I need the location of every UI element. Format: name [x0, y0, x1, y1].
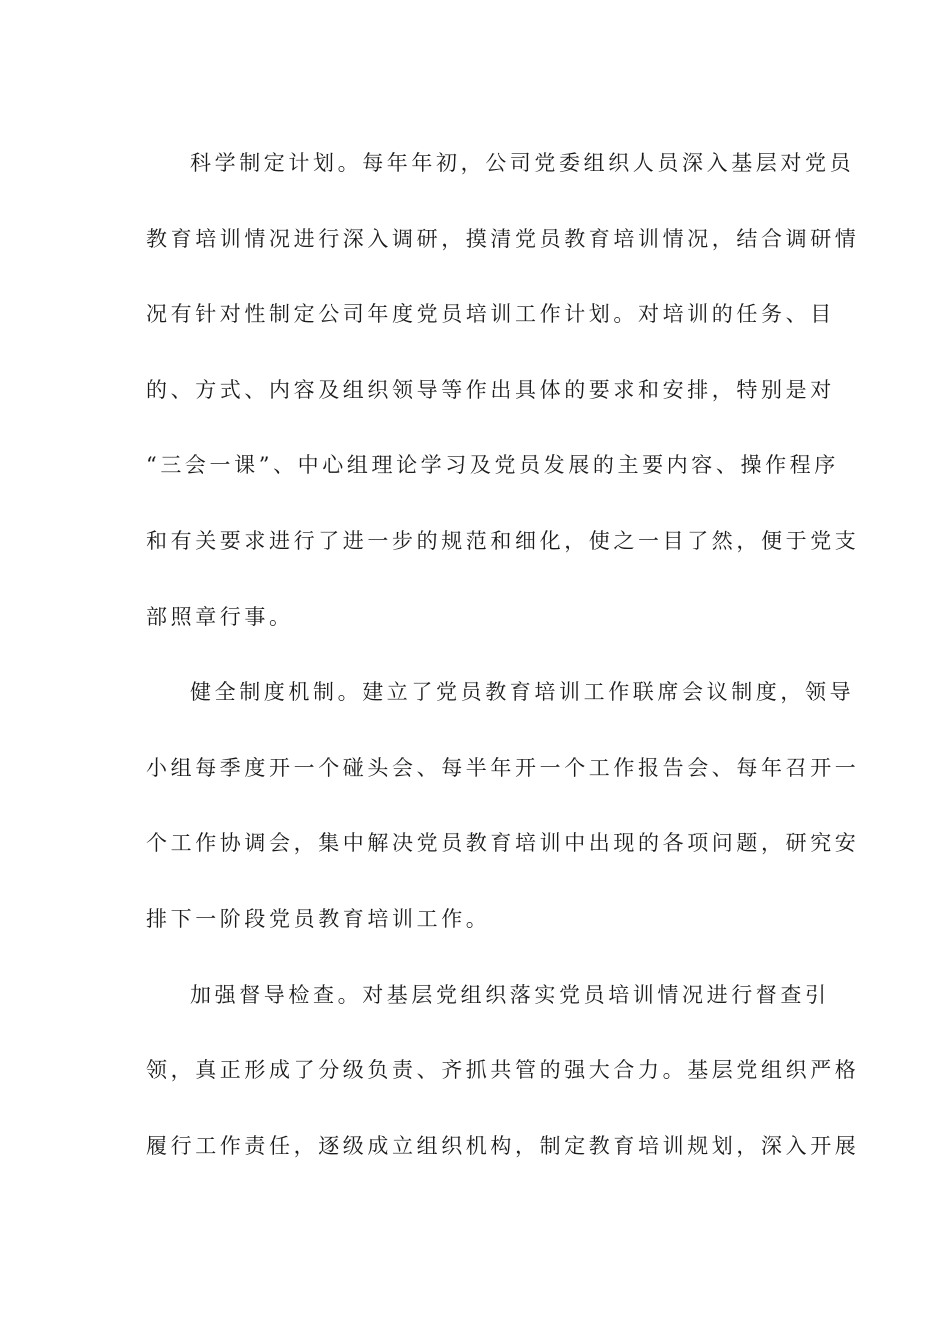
text-line: 况有针对性制定公司年度党员培训工作计划。对培训的任务、目	[146, 302, 835, 327]
text-line: 的、方式、内容及组织领导等作出具体的要求和安排，特别是对	[146, 377, 835, 402]
text-line: 加强督导检查。对基层党组织落实党员培训情况进行督查引	[190, 982, 830, 1007]
text-line: 小组每季度开一个碰头会、每半年开一个工作报告会、每年召开一	[146, 755, 860, 780]
text-line: 部照章行事。	[146, 604, 294, 629]
paragraph-supervision	[146, 958, 860, 1185]
text-line: 领，真正形成了分级负责、齐抓共管的强大合力。基层党组织严格	[146, 1058, 860, 1083]
text-line: 和有关要求进行了进一步的规范和细化，使之一目了然，便于党支	[146, 528, 860, 553]
text-line: 教育培训情况进行深入调研，摸清党员教育培训情况，结合调研情	[146, 226, 860, 251]
paragraph-system	[146, 655, 860, 957]
paragraph-plan	[146, 126, 860, 655]
text-line: 健全制度机制。建立了党员教育培训工作联席会议制度，领导	[190, 680, 855, 705]
text-line: 科学制定计划。每年年初，公司党委组织人员深入基层对党员	[190, 151, 855, 175]
document-body	[146, 126, 860, 1184]
text-line: 履行工作责任，逐级成立组织机构，制定教育培训规划，深入开展	[146, 1133, 860, 1158]
text-line: “三会一课”、中心组理论学习及党员发展的主要内容、操作程序	[146, 453, 839, 478]
text-line: 个工作协调会，集中解决党员教育培训中出现的各项问题，研究安	[146, 831, 860, 856]
text-line: 排下一阶段党员教育培训工作。	[146, 906, 491, 931]
